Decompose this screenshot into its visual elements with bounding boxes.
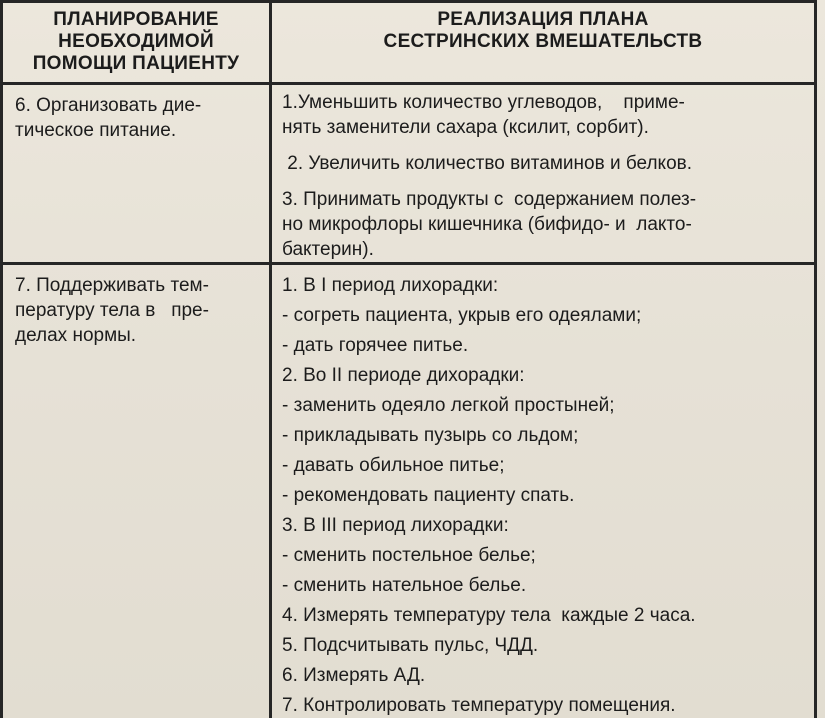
impl-line: - прикладывать пузырь со льдом; bbox=[282, 425, 579, 446]
impl-line: - дать горячее питье. bbox=[282, 335, 469, 356]
header-planning-line: ПОМОЩИ ПАЦИЕНТУ bbox=[32, 53, 240, 74]
plan-line: тическое питание. bbox=[15, 120, 177, 141]
header-planning-line: НЕОБХОДИМОЙ bbox=[58, 31, 214, 52]
implementation-cell bbox=[271, 84, 816, 264]
impl-line: 5. Подсчитывать пульс, ЧДД. bbox=[282, 635, 539, 656]
plan-cell bbox=[2, 264, 271, 718]
plan-line: пературу тела в пре- bbox=[15, 300, 209, 321]
impl-line: - согреть пациента, укрыв его одеялами; bbox=[282, 305, 642, 326]
impl-line: - сменить постельное белье; bbox=[282, 545, 536, 566]
header-planning-line: ПЛАНИРОВАНИЕ bbox=[53, 9, 219, 30]
table-row bbox=[2, 264, 816, 718]
header-implementation-line: СЕСТРИНСКИХ ВМЕШАТЕЛЬСТВ bbox=[383, 31, 703, 52]
impl-line: 3. В III период лихорадки: bbox=[282, 515, 509, 536]
implementation-cell bbox=[271, 264, 816, 718]
impl-line: - рекомендовать пациенту спать. bbox=[282, 485, 575, 506]
impl-line: но микрофлоры кишечника (бифидо- и лакто- bbox=[282, 214, 692, 235]
header-implementation bbox=[271, 2, 816, 84]
impl-line: - заменить одеяло легкой простыней; bbox=[282, 395, 615, 416]
table-header-row bbox=[2, 2, 816, 84]
impl-line: 4. Измерять температуру тела каждые 2 часа. bbox=[282, 605, 696, 626]
impl-line: 6. Измерять АД. bbox=[282, 665, 426, 686]
plan-line: 6. Организовать дие- bbox=[15, 95, 202, 116]
plan-line: 7. Поддерживать тем- bbox=[15, 275, 209, 296]
impl-line: - сменить нательное белье. bbox=[282, 575, 527, 596]
impl-line: нять заменители сахара (ксилит, сорбит). bbox=[282, 117, 649, 138]
impl-line: 7. Контролировать температуру помещения. bbox=[282, 695, 676, 716]
impl-line: 1.Уменьшить количество углеводов, приме- bbox=[282, 92, 685, 113]
plan-line: делах нормы. bbox=[15, 325, 137, 346]
impl-line: бактерин). bbox=[282, 239, 374, 260]
impl-line: - давать обильное питье; bbox=[282, 455, 505, 476]
header-implementation-line: РЕАЛИЗАЦИЯ ПЛАНА bbox=[437, 9, 649, 30]
impl-line: 3. Принимать продукты с содержанием полез- bbox=[282, 189, 697, 210]
impl-line: 2. Увеличить количество витаминов и белков. bbox=[282, 153, 693, 174]
impl-line: 1. В I период лихорадки: bbox=[282, 275, 499, 296]
impl-line: 2. Во II периоде дихорадки: bbox=[282, 365, 525, 386]
table-row bbox=[2, 84, 816, 264]
plan-cell bbox=[2, 84, 271, 264]
header-planning bbox=[2, 2, 271, 84]
